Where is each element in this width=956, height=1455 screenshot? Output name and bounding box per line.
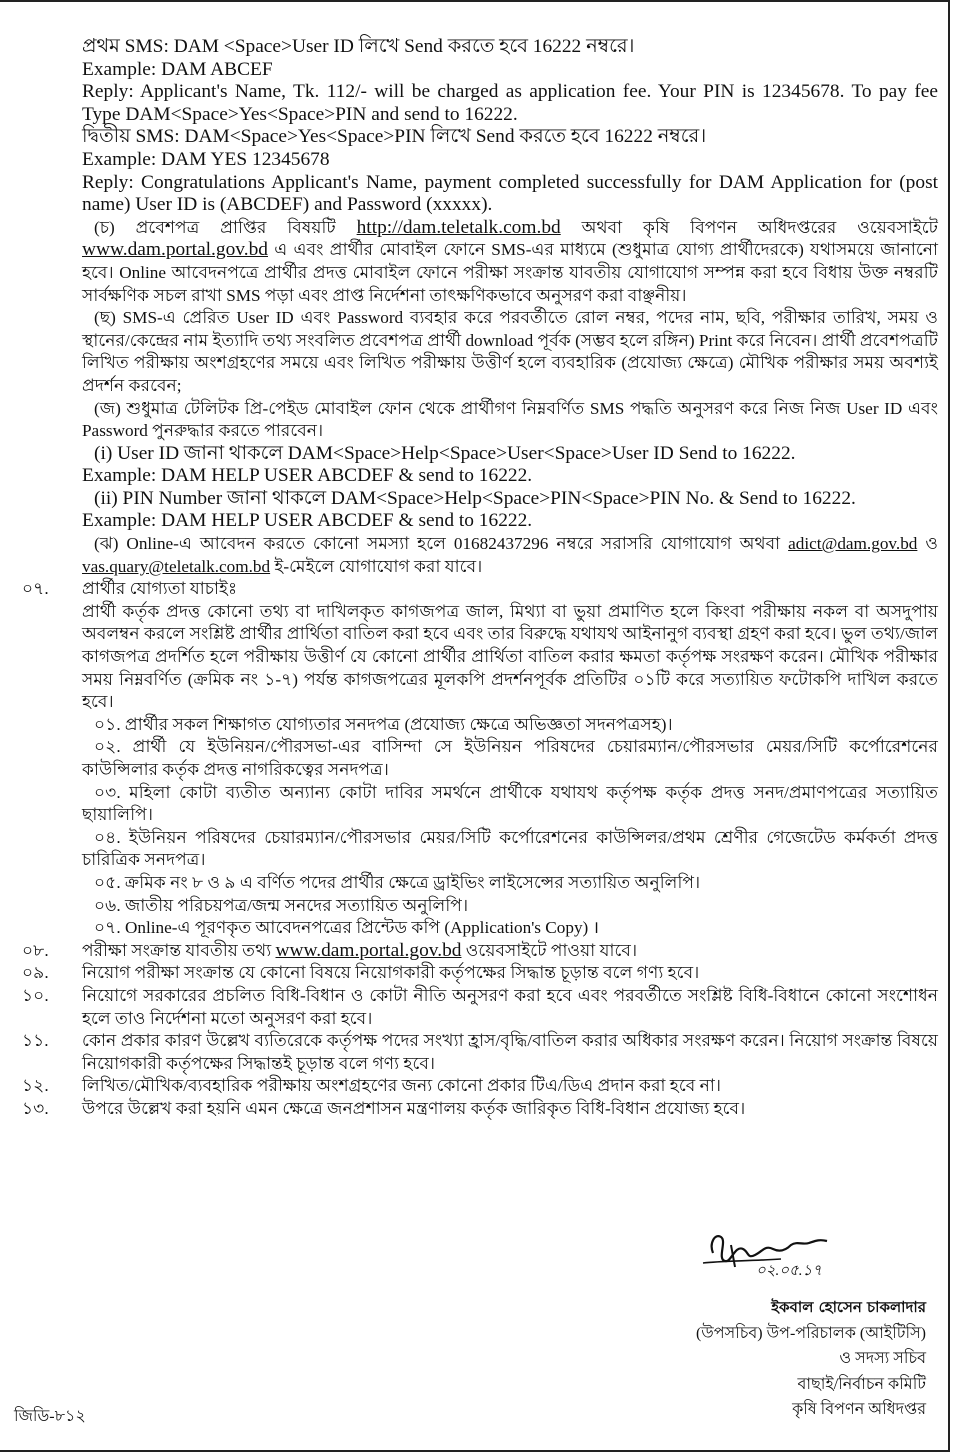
section-07-number: ০৭.: [22, 579, 49, 599]
section-08-rest: ওয়েবসাইটে পাওয়া যাবে।: [461, 940, 638, 960]
section-07-body: প্রার্থী কর্তৃক প্রদত্ত কোনো তথ্য বা দাখিলকৃত কাগজপত্র জাল, মিথ্যা বা ভুয়া প্রমাণিত হলে কিংবা পরীক্ষায় নকল বা অসদুপায় অবলম্বন করলে সংশ্লিষ্ট প্রার্থীর প্রার্থিতা বাতিল করা হবে এবং তার বিরুদ্ধে যথাযথ আইনানুগ ব্যবস্থা গ্রহণ করা হবে। ভুল তথ্য/জাল কাগজপত্র প্রদর্শিত হলে পরীক্ষায় উত্তীর্ণ যে কোনো প্রার্থীর প্রার্থিতা বাতিল করার ক্ষমতা কর্তৃপক্ষ সংরক্ষণ করেন। মৌখিক পরীক্ষার সময় নিম্নবর্ণিত (ক্রমিক নং ১-৭) পর্যন্ত কাগজপত্রের মূলকপি প্রদর্শনপূর্বক প্রতিটির ০১টি করে সত্যায়িত ফটোকপি দাখিল করতে হবে।: [82, 601, 938, 712]
paragraph-credential-recovery: (জ) শুধুমাত্র টেলিটক প্রি-পেইড মোবাইল ফোন থেকে প্রার্থীগণ নিম্নবর্ণিত SMS পদ্ধতি অনুসরণ করে নিজ নিজ User ID এবং Password পুনরুদ্ধার করতে পারবেন।: [82, 398, 938, 441]
notice-document: [0, 36, 950, 1121]
section-10-text: নিয়োগে সরকারের প্রচলিত বিধি-বিধান ও কোটা নীতি অনুসরণ করা হবে এবং পরবর্তীতে সংশ্লিষ্ট বিধি-বিধানে কোনো সংশোধন হলে তাও নির্দেশনা মতো অনুসরণ করা হবে।: [82, 985, 938, 1028]
contact-rest: ই-মেইলে যোগাযোগ করা যাবে।: [270, 556, 483, 576]
contact-prefix: (ঝ) Online-এ আবেদন করতে কোনো সমস্যা হলে 01682437296 নম্বরে সরাসরি যোগাযোগ অথবা: [94, 534, 789, 554]
signatory-designation: (উপসচিব) উপ-পরিচালক (আইটিসি): [695, 1324, 926, 1342]
document-item-05: ০৫. ক্রমিক নং ৮ ও ৯ এ বর্ণিত পদের প্রার্থীর ক্ষেত্রে ড্রাইভিং লাইসেন্সের সত্যায়িত অনুলিপি।: [94, 872, 701, 892]
reference-code: জিডি-৮১২: [14, 1408, 86, 1425]
recover-user-id-example: Example: DAM HELP USER ABCDEF & send to 16222.: [82, 465, 533, 487]
document-item-01: ০১. প্রার্থীর সকল শিক্ষাগত যোগ্যতার সনদপত্র (প্রযোজ্য ক্ষেত্রে অভিজ্ঞতা সদনপত্রসহ)।: [94, 714, 673, 734]
teletalk-email-link[interactable]: vas.quary@teletalk.com.bd: [82, 556, 271, 576]
section-12: [0, 1075, 950, 1098]
signatory-name: ইকবাল হোসেন চাকলাদার: [771, 1298, 926, 1316]
section-11-text: কোন প্রকার কারণ উল্লেখ ব্যতিরেকে কর্তৃপক্ষ পদের সংখ্যা হ্রাস/বৃদ্ধি/বাতিল করার অধিকার সংরক্ষণ করেন। নিয়োগ সংক্রান্ত বিষয়ে নিয়োগকারী কর্তৃপক্ষের সিদ্ধান্তই চূড়ান্ত বলে গণ্য হবে।: [82, 1031, 938, 1073]
section-10-number: ১০.: [22, 985, 49, 1005]
document-item-02: ০২. প্রার্থী যে ইউনিয়ন/পৌরসভা-এর বাসিন্দা সে ইউনিয়ন পরিষদের চেয়ারম্যান/পৌরসভার মেয়র/সিটি কর্পোরেশনের কাউন্সিলার কর্তৃক প্রদত্ত নাগরিকত্বের সনদপত্র।: [82, 737, 938, 779]
section-07-heading: প্রার্থীর যোগ্যতা যাচাইঃ: [82, 579, 238, 599]
section-13-text: উপরে উল্লেখ করা হয়নি এমন ক্ষেত্রে জনপ্রশাসন মন্ত্রণালয় কর্তৃক জারিকৃত বিধি-বিধান প্রযোজ্য হবে।: [82, 1098, 746, 1118]
teletalk-link[interactable]: http://dam.teletalk.com.bd: [356, 216, 561, 238]
paragraph-contact: [82, 533, 938, 578]
section-08: [0, 940, 950, 963]
section-09: [0, 962, 950, 985]
section-11-number: ১১.: [22, 1031, 49, 1051]
signatory-role: ও সদস্য সচিব: [839, 1350, 926, 1367]
sms-first-example: Example: DAM ABCEF: [82, 58, 273, 80]
adict-email-link[interactable]: adict@dam.gov.bd: [788, 534, 918, 554]
signatory-office: কৃষি বিপণন অধিদপ্তর: [792, 1401, 926, 1418]
section-10: [0, 985, 950, 1030]
paragraph-admit-card-download: (ছ) SMS-এ প্রেরিত User ID এবং Password ব্যবহার করে পরবর্তীতে রোল নম্বর, পদের নাম, ছবি, পরীক্ষার তারিখ, সময় ও স্থানের/কেন্দ্রের নাম ইত্যাদি তথ্য সংবলিত প্রবেশপত্র প্রার্থী download পূর্বক (সম্ভব হলে রঙ্গিন) Print করে নিবেন। প্রার্থী প্রবেশপত্রটি লিখিত পরীক্ষায় অংশগ্রহণের সময়ে এবং লিখিত পরীক্ষায় উত্তীর্ণ হলে ব্যবহারিক (প্রযোজ্য ক্ষেত্রে) মৌখিক পরীক্ষার সময় অবশ্যই প্রদর্শন করবেন;: [82, 308, 938, 395]
section-08-prefix: পরীক্ষা সংক্রান্ত যাবতীয় তথ্য: [82, 940, 276, 960]
sms-first-instruction: প্রথম SMS: DAM <Space>User ID লিখে Send করতে হবে 16222 নম্বরে।: [82, 36, 635, 57]
document-item-06: ০৬. জাতীয় পরিচয়পত্র/জন্ম সনদের সত্যায়িত অনুলিপি।: [94, 895, 469, 915]
sms-first-reply: Reply: Applicant's Name, Tk. 112/- will be charged as application fee. Your PIN is 12345678. To pay fee Type DAM<Space>Yes<Space>PIN and send to 16222.: [82, 81, 938, 125]
section-07: [0, 578, 950, 940]
sms-second-example: Example: DAM YES 12345678: [82, 148, 330, 170]
recover-user-id: (i) User ID জানা থাকলে DAM<Space>Help<Space>User<Space>User ID Send to 16222.: [94, 442, 796, 464]
section-13: [0, 1098, 950, 1121]
section-08-number: ০৮.: [22, 940, 49, 960]
section-09-text: নিয়োগ পরীক্ষা সংক্রান্ত যে কোনো বিষয়ে নিয়োগকারী কর্তৃপক্ষের সিদ্ধান্ত চূড়ান্ত বলে গণ্য হবে।: [82, 963, 700, 983]
section-13-number: ১৩.: [22, 1098, 49, 1118]
document-item-04: ০৪. ইউনিয়ন পরিষদের চেয়ারম্যান/পৌরসভার মেয়র/সিটি কর্পোরেশনের কাউন্সিলর/প্রথম শ্রেণীর গেজেটেড কর্মকর্তা প্রদত্ত চারিত্রিক সনদপত্র।: [82, 827, 938, 870]
sms-second-reply: Reply: Congratulations Applicant's Name, payment completed successfully for DAM Application for (post name) User ID is (ABCDEF) and Password (xxxxx).: [82, 171, 938, 216]
admit-card-rest: এ এবং প্রার্থীর মোবাইল ফোনে SMS-এর মাধ্যমে (শুধুমাত্র যোগ্য প্রার্থীদেরকে) যথাসময়ে জানানো হবে। Online আবেদনপত্রে প্রার্থীর প্রদত্ত মোবাইল ফোনে পরীক্ষা সংক্রান্ত যাবতীয় যোগাযোগ সম্পন্ন করা হবে বিধায় উক্ত নম্বরটি সার্বক্ষণিক সচল রাখা SMS পড়া এবং প্রাপ্ত নির্দেশনা তাৎক্ষণিকভাবে অনুসরণ করা বাঞ্ছনীয়।: [82, 240, 938, 305]
signatory-details: [696, 1295, 926, 1423]
section-12-number: ১২.: [22, 1076, 49, 1096]
signatory-committee: বাছাই/নির্বাচন কমিটি: [797, 1375, 926, 1393]
dam-portal-link[interactable]: www.dam.portal.gov.bd: [82, 239, 268, 261]
paragraph-admit-card-notice: [82, 217, 938, 307]
contact-mid: ও: [917, 534, 938, 554]
document-item-07: ০৭. Online-এ পূরণকৃত আবেদনপত্রের প্রিন্টেড কপি (Application's Copy) ।: [94, 918, 600, 938]
recover-pin: (ii) PIN Number জানা থাকলে DAM<Space>Help<Space>PIN<Space>PIN No. & Send to 16222.: [94, 487, 856, 509]
recover-pin-example: Example: DAM HELP USER ABCDEF & send to 16222.: [82, 510, 533, 532]
section-09-number: ০৯.: [22, 963, 49, 983]
section-11: [0, 1030, 950, 1075]
document-item-03: ০৩. মহিলা কোটা ব্যতীত অন্যান্য কোটা দাবির সমর্থনে প্রার্থীকে যথাযথ কর্তৃপক্ষ কর্তৃক প্রদত্ত সনদ/প্রমাণপত্রের সত্যায়িত ছায়ালিপি।: [82, 782, 938, 825]
signature-date: ০২.০৫.১৭: [756, 1263, 822, 1279]
admit-card-mid: অথবা কৃষি বিপণন অধিদপ্তরের ওয়েবসাইটে: [560, 217, 938, 237]
section-12-text: লিখিত/মৌখিক/ব্যবহারিক পরীক্ষায় অংশগ্রহণের জন্য কোনো প্রকার টিএ/ডিএ প্রদান করা হবে না।: [82, 1076, 721, 1096]
sms-second-instruction: দ্বিতীয় SMS: DAM<Space>Yes<Space>PIN লিখে Send করতে হবে 16222 নম্বরে।: [82, 126, 707, 148]
admit-card-prefix: (চ) প্রবেশপত্র প্রাপ্তির বিষয়টি: [94, 217, 357, 237]
section-08-link[interactable]: www.dam.portal.gov.bd: [275, 939, 462, 961]
